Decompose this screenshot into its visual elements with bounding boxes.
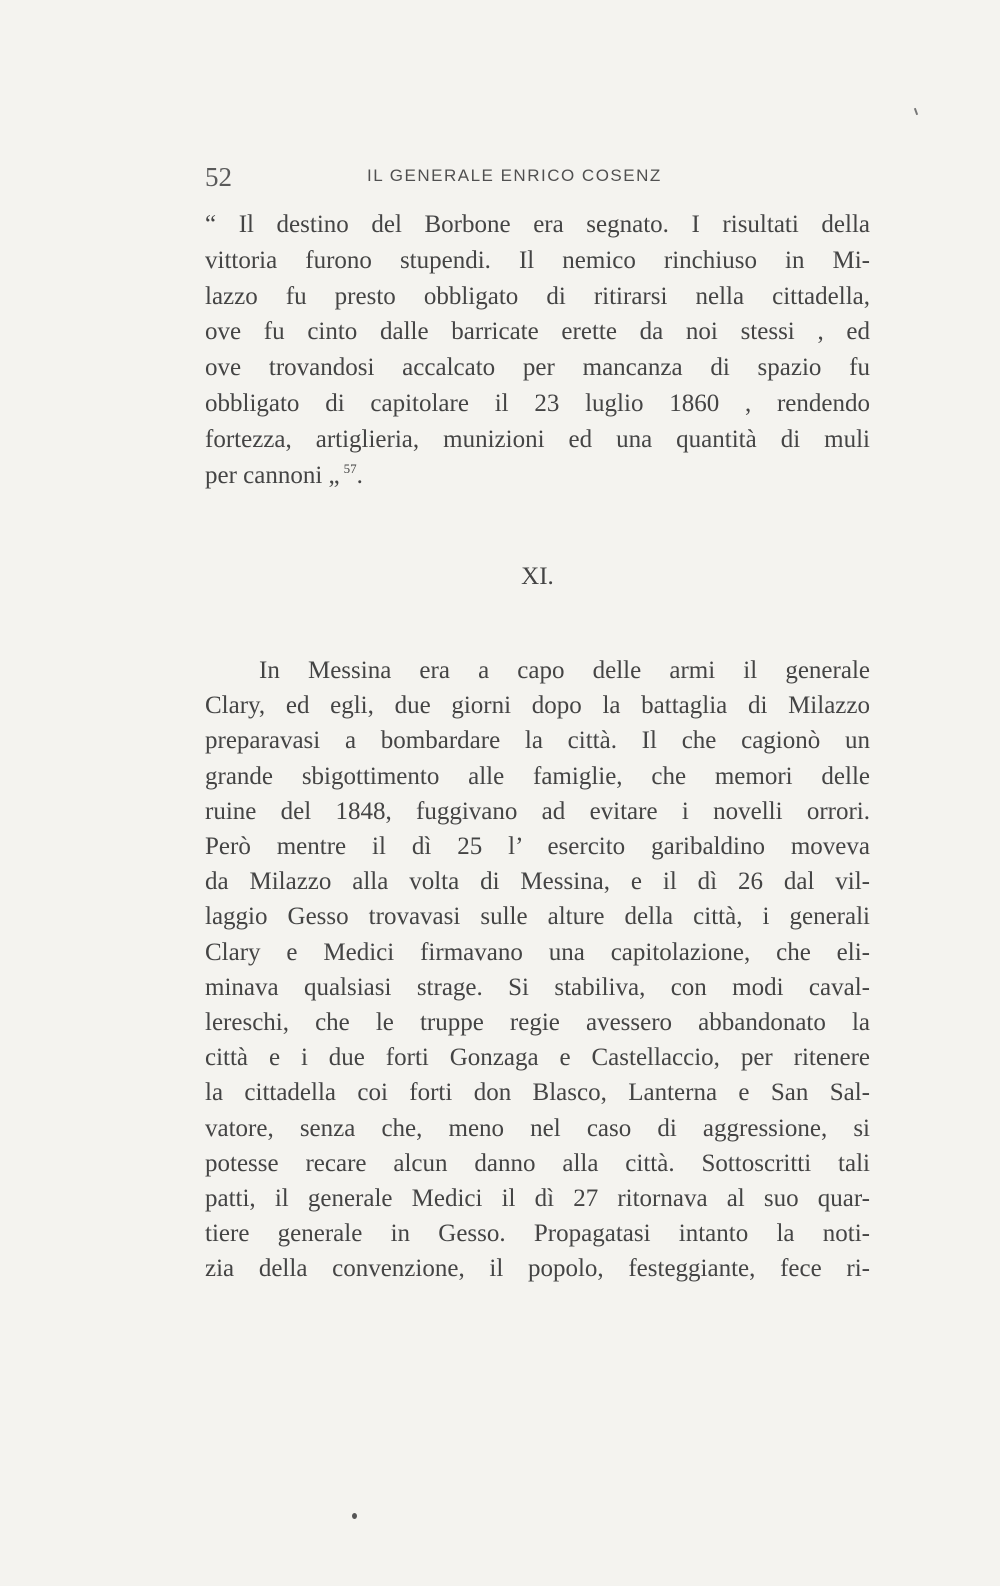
text-line: In Messina era a capo delle armi il generale [259,657,870,684]
ink-speck [352,1513,357,1519]
section-heading: XI. [521,563,554,590]
text-line: preparavasi a bombardare la città. Il che cagionò un [205,727,870,755]
text-line: vatore, senza che, meno nel caso di aggressione, si [205,1114,870,1142]
quote-paragraph [205,207,870,493]
quote-last-line: per cannoni „ [205,461,340,489]
page-mark [914,108,918,115]
text-line: fortezza, artiglieria, munizioni ed una quantità di muli [205,425,870,453]
text-line: patti, il generale Medici il dì 27 ritornava al suo quar- [205,1185,870,1213]
text-line: minava qualsiasi strage. Si stabiliva, con modi caval- [205,973,870,1001]
text-line: obbligato di capitolare il 23 luglio 1860 , rendendo [205,389,870,417]
text-line: la cittadella coi forti don Blasco, Lanterna e San Sal- [205,1079,870,1107]
text-line: ove fu cinto dalle barricate erette da noi stessi , ed [205,318,870,346]
text-line [205,458,870,494]
text-line: tiere generale in Gesso. Propagatasi intanto la noti- [205,1220,870,1248]
text-line: Però mentre il dì 25 l’ esercito garibaldino moveva [205,833,870,861]
body-paragraph [205,653,870,1287]
text-line: lereschi, che le truppe regie avessero abbandonato la [205,1009,870,1037]
text-line: città e i due forti Gonzaga e Castellaccio, per ritenere [205,1044,870,1072]
page-header [205,158,870,198]
text-line: grande sbigottimento alle famiglie, che memori delle [205,762,870,790]
text-line: Clary e Medici firmavano una capitolazione, che eli- [205,938,870,966]
text-line: Clary, ed egli, due giorni dopo la battaglia di Milazzo [205,692,870,720]
text-line: lazzo fu presto obbligato di ritirarsi nella cittadella, [205,282,870,310]
text-line: potesse recare alcun danno alla città. Sottoscritti tali [205,1149,870,1177]
running-title: IL GENERALE ENRICO COSENZ [367,166,662,185]
text-line: da Milazzo alla volta di Messina, e il dì 26 dal vil- [205,868,870,896]
text-line: “ Il destino del Borbone era segnato. I risultati della [205,211,870,238]
page-number: 52 [205,162,232,192]
text-line: vittoria furono stupendi. Il nemico rinchiuso in Mi- [205,246,870,274]
text-line: zia della convenzione, il popolo, festeggiante, fece ri- [205,1255,870,1283]
text-line: laggio Gesso trovavasi sulle alture della città, i generali [205,903,870,931]
quote-last-line-end: . [356,461,363,489]
text-line: ruine del 1848, fuggivano ad evitare i novelli orrori. [205,797,870,825]
text-line: ove trovandosi accalcato per mancanza di spazio fu [205,354,870,382]
footnote-reference: 57 [343,461,357,477]
